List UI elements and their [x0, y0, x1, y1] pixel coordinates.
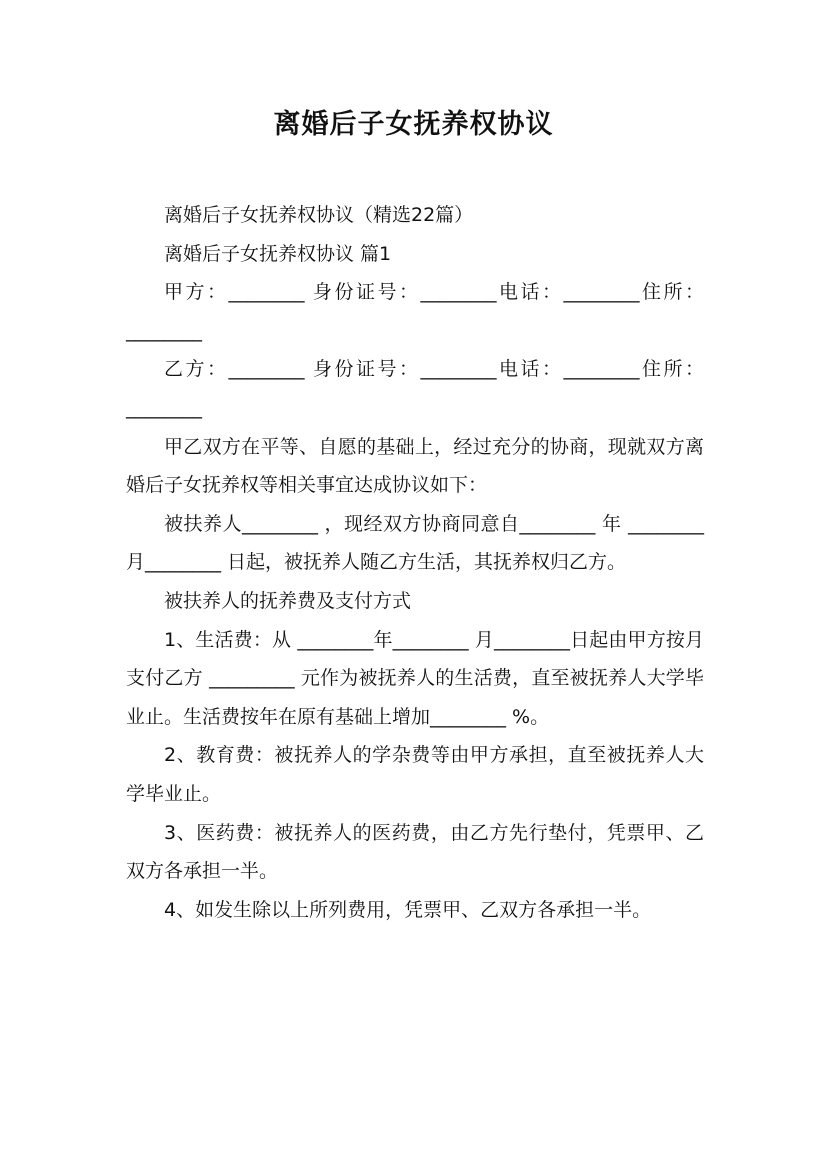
paragraph-other-expenses: 4、如发生除以上所列费用，凭票甲、乙双方各承担一半。	[164, 898, 652, 921]
paragraph-living-expenses: 1、生活费：从 ________年________ 月________日起由甲方按月支付乙方 _________ 元作为被抚养人的生活费，直至被抚养人大学毕业止。生活费按年在原有基础上增加________ %。	[126, 628, 704, 728]
paragraph-preamble: 甲乙双方在平等、自愿的基础上，经过充分的协商，现就双方离婚后子女抚养权等相关事宜达成协议如下：	[126, 435, 704, 497]
paragraph-custody: 被扶养人________ ，现经双方协商同意自________ 年 ________月________ 日起，被抚养人随乙方生活，其抚养权归乙方。	[126, 512, 704, 574]
document-title: 离婚后子女抚养权协议	[273, 109, 554, 140]
paragraph-party-b: 乙方：________ 身份证号：________电话：________住所：________	[126, 358, 704, 419]
paragraph-subtitle: 离婚后子女抚养权协议（精选22篇）	[164, 204, 474, 226]
paragraph-medical-expenses: 3、医药费：被抚养人的医药费，由乙方先行垫付，凭票甲、乙双方各承担一半。	[126, 821, 704, 883]
paragraph-section-heading: 离婚后子女抚养权协议 篇1	[164, 242, 392, 265]
paragraph-party-a: 甲方：________ 身份证号：________电话：________住所：________	[126, 281, 704, 342]
paragraph-support-heading: 被扶养人的抚养费及支付方式	[164, 589, 412, 612]
paragraph-education-expenses: 2、教育费：被抚养人的学杂费等由甲方承担，直至被抚养人大学毕业止。	[126, 744, 704, 805]
document-body	[126, 196, 704, 929]
